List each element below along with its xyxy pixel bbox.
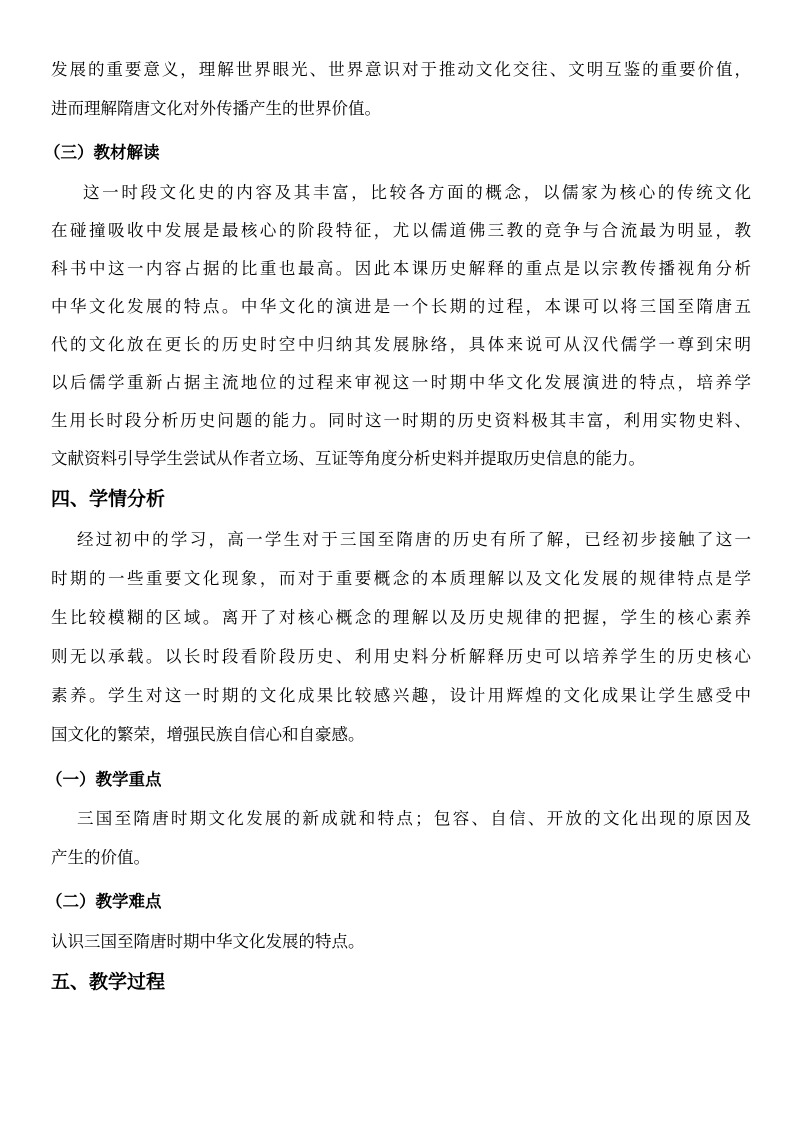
students-line-4: 则无以承载。以长时段看阶段历史、利用史料分析解释历史可以培养学生的历史核心 (51, 647, 751, 666)
textbook-line-8: 文献资料引导学生尝试从作者立场、互证等角度分析史料并提取历史信息的能力。 (51, 449, 645, 468)
focus-line-1: 三国至隋唐时期文化发展的新成就和特点；包容、自信、开放的文化出现的原因及 (77, 809, 751, 828)
students-line-6: 国文化的繁荣，增强民族自信心和自豪感。 (51, 725, 365, 744)
textbook-line-3: 科书中这一内容占据的比重也最高。因此本课历史解释的重点是以宗教传播视角分析 (51, 259, 751, 278)
students-line-2: 时期的一些重要文化现象，而对于重要概念的本质理解以及文化发展的规律特点是学 (51, 569, 751, 588)
students-line-5: 素养。学生对这一时期的文化成果比较感兴趣，设计用辉煌的文化成果让学生感受中 (51, 686, 751, 705)
heading-teaching-focus: （一）教学重点 (46, 770, 162, 789)
students-line-3: 生比较模糊的区域。离开了对核心概念的理解以及历史规律的把握，学生的核心素养 (51, 608, 751, 627)
heading-textbook-analysis: （三）教材解读 (44, 143, 160, 162)
textbook-line-2: 在碰撞吸收中发展是最核心的阶段特征，尤以儒道佛三教的竞争与合流最为明显，教 (51, 221, 751, 240)
intro-line-2: 进而理解隋唐文化对外传播产生的世界价值。 (51, 99, 381, 118)
textbook-line-7: 生用长时段分析历史问题的能力。同时这一时期的历史资料极其丰富，利用实物史料、 (51, 411, 751, 430)
intro-line-1: 发展的重要意义，理解世界眼光、世界意识对于推动文化交往、文明互鉴的重要价值， (51, 60, 751, 79)
difficulty-line-1: 认识三国至隋唐时期中华文化发展的特点。 (51, 932, 365, 951)
textbook-line-6: 以后儒学重新占据主流地位的过程来审视这一时期中华文化发展演进的特点，培养学 (51, 373, 751, 392)
focus-line-2: 产生的价值。 (51, 848, 150, 867)
heading-teaching-process: 五、教学过程 (51, 971, 166, 993)
heading-student-analysis: 四、学情分析 (51, 488, 166, 510)
textbook-line-5: 代的文化放在更长的历史时空中归纳其发展脉络，具体来说可从汉代儒学一尊到宋明 (51, 335, 751, 354)
textbook-line-4: 中华文化发展的特点。中华文化的演进是一个长期的过程，本课可以将三国至隋唐五 (51, 297, 751, 316)
textbook-line-1: 这一时段文化史的内容及其丰富，比较各方面的概念，以儒家为核心的传统文化 (83, 183, 751, 202)
heading-teaching-difficulty: （二）教学难点 (46, 892, 162, 911)
students-line-1: 经过初中的学习，高一学生对于三国至隋唐的历史有所了解，已经初步接触了这一 (77, 530, 751, 549)
